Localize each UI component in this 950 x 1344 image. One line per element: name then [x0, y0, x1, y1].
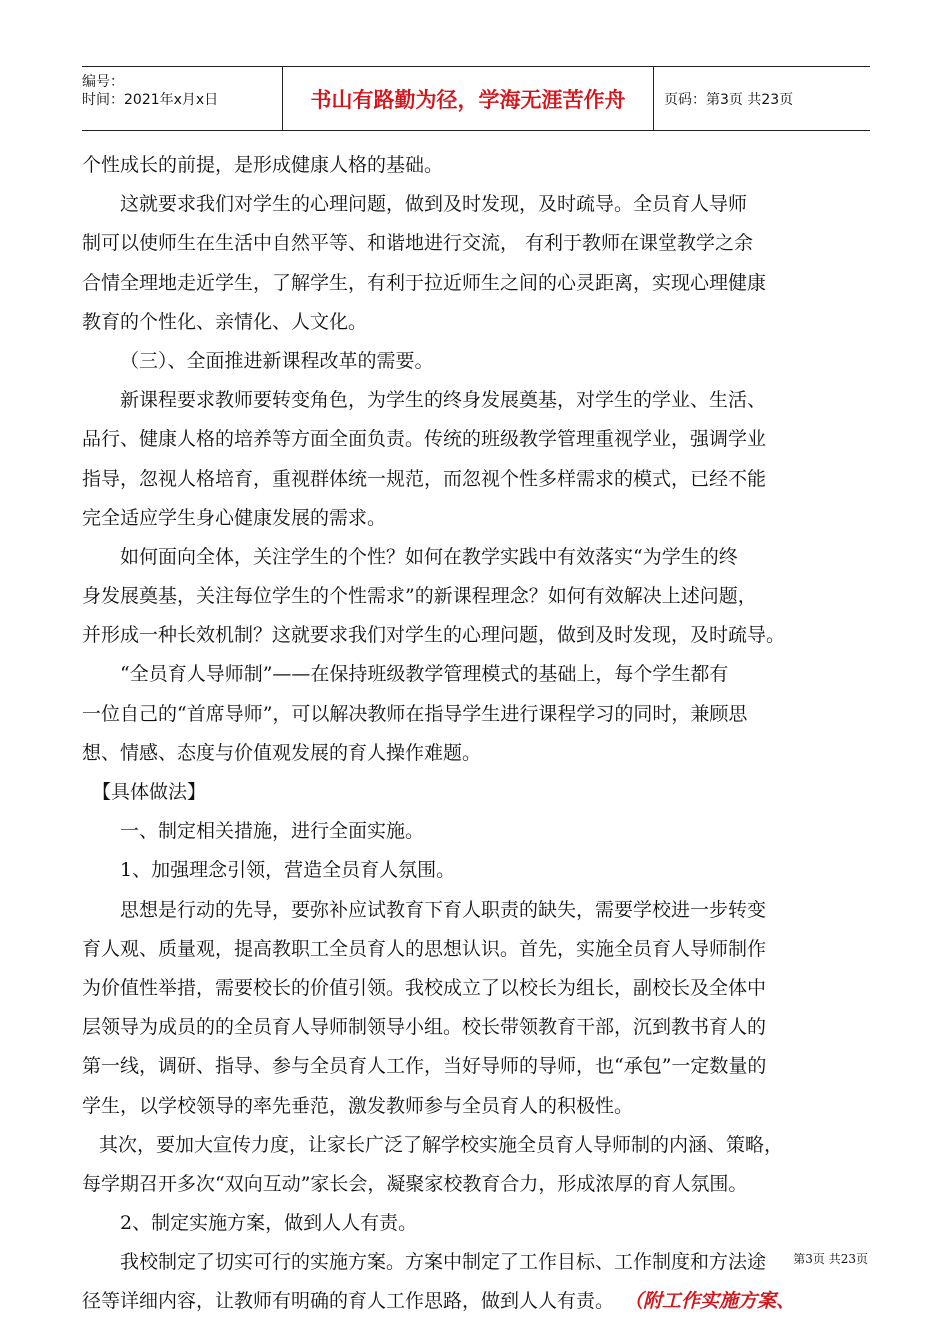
document-body [82, 146, 872, 1322]
body-line: 学生，以学校领导的率先垂范，激发教师参与全员育人的积极性。 [82, 1094, 634, 1117]
body-line: 这就要求我们对学生的心理问题，做到及时发现，及时疏导。全员育人导师 [120, 193, 748, 216]
body-line: 完全适应学生身心健康发展的需求。 [82, 506, 387, 529]
page-footer: 第3页 共23页 [793, 1252, 868, 1266]
body-line: 其次，要加大宣传力度，让家长广泛了解学校实施全员育人导师制的内涵、策略， [99, 1133, 784, 1156]
body-line: 新课程要求教师要转变角色，为学生的终身发展奠基，对学生的学业、生活、 [120, 389, 767, 412]
body-line-text: 径等详细内容，让教师有明确的育人工作思路，做到人人有责。 [82, 1290, 615, 1313]
body-line: 第一线，调研、指导、参与全员育人工作，当好导师的导师，也“承包”一定数量的 [82, 1055, 767, 1078]
body-line: 层领导为成员的的全员育人导师制领导小组。校长带领教育干部，沉到教书育人的 [82, 1016, 767, 1039]
subsection-heading: 2、制定实施方案，做到人人有责。 [120, 1212, 418, 1235]
code-label: 编号： [82, 74, 124, 90]
body-line-last [82, 1282, 872, 1321]
body-line: 一位自己的“首席导师”，可以解决教师在指导学生进行课程学习的同时，兼顾思 [82, 702, 748, 725]
body-line: 品行、健康人格的培养等方面全面负责。传统的班级教学管理重视学业，强调学业 [82, 428, 767, 451]
page-header [82, 66, 870, 131]
section-heading: 【具体做法】 [92, 781, 207, 803]
body-line: 指导，忽视人格培育，重视群体统一规范，而忽视个性多样需求的模式，已经不能 [82, 467, 767, 490]
body-line: 每学期召开多次“双向互动”家长会，凝聚家校教育合力，形成浓厚的育人氛围。 [82, 1172, 748, 1195]
body-line: 想、情感、态度与价值观发展的育人操作难题。 [82, 741, 482, 764]
body-line: “全员育人导师制”——在保持班级教学管理模式的基础上，每个学生都有 [120, 663, 729, 686]
header-meta [82, 67, 282, 130]
attachment-note: （附工作实施方案、 [624, 1290, 796, 1313]
section-heading: 一、制定相关措施，进行全面实施。 [120, 820, 425, 843]
section-heading: （三）、全面推进新课程改革的需要。 [120, 349, 434, 372]
body-line: 如何面向全体，关注学生的个性？如何在教学实践中有效落实“为学生的终 [120, 545, 738, 568]
time-label: 时间：2021年x月x日 [82, 92, 219, 108]
body-line: 我校制定了切实可行的实施方案。方案中制定了工作目标、工作制度和方法途 [120, 1251, 767, 1274]
body-line: 身发展奠基，关注每位学生的个性需求”的新课程理念？如何有效解决上述问题， [82, 585, 757, 608]
subsection-heading: 1、加强理念引领，营造全员育人氛围。 [120, 859, 456, 882]
body-line: 教育的个性化、亲情化、人文化。 [82, 310, 368, 333]
body-line: 为价值性举措，需要校长的价值引领。我校成立了以校长为组长，副校长及全体中 [82, 976, 767, 999]
header-page-info: 页码：第3页 共23页 [664, 91, 794, 108]
body-line: 个性成长的前提，是形成健康人格的基础。 [82, 154, 444, 176]
body-line: 并形成一种长效机制？这就要求我们对学生的心理问题，做到及时发现，及时疏导。 [82, 624, 786, 647]
header-motto: 书山有路勤为径，学海无涯苦作舟 [282, 67, 654, 130]
body-line: 制可以使师生在生活中自然平等、和谐地进行交流， 有利于教师在课堂教学之余 [82, 232, 754, 255]
body-line: 育人观、质量观，提高教职工全员育人的思想认识。首先，实施全员育人导师制作 [82, 937, 767, 960]
body-line: 思想是行动的先导，要弥补应试教育下育人职责的缺失，需要学校进一步转变 [120, 898, 767, 921]
body-line: 合情全理地走近学生，了解学生，有利于拉近师生之间的心灵距离，实现心理健康 [82, 271, 767, 294]
